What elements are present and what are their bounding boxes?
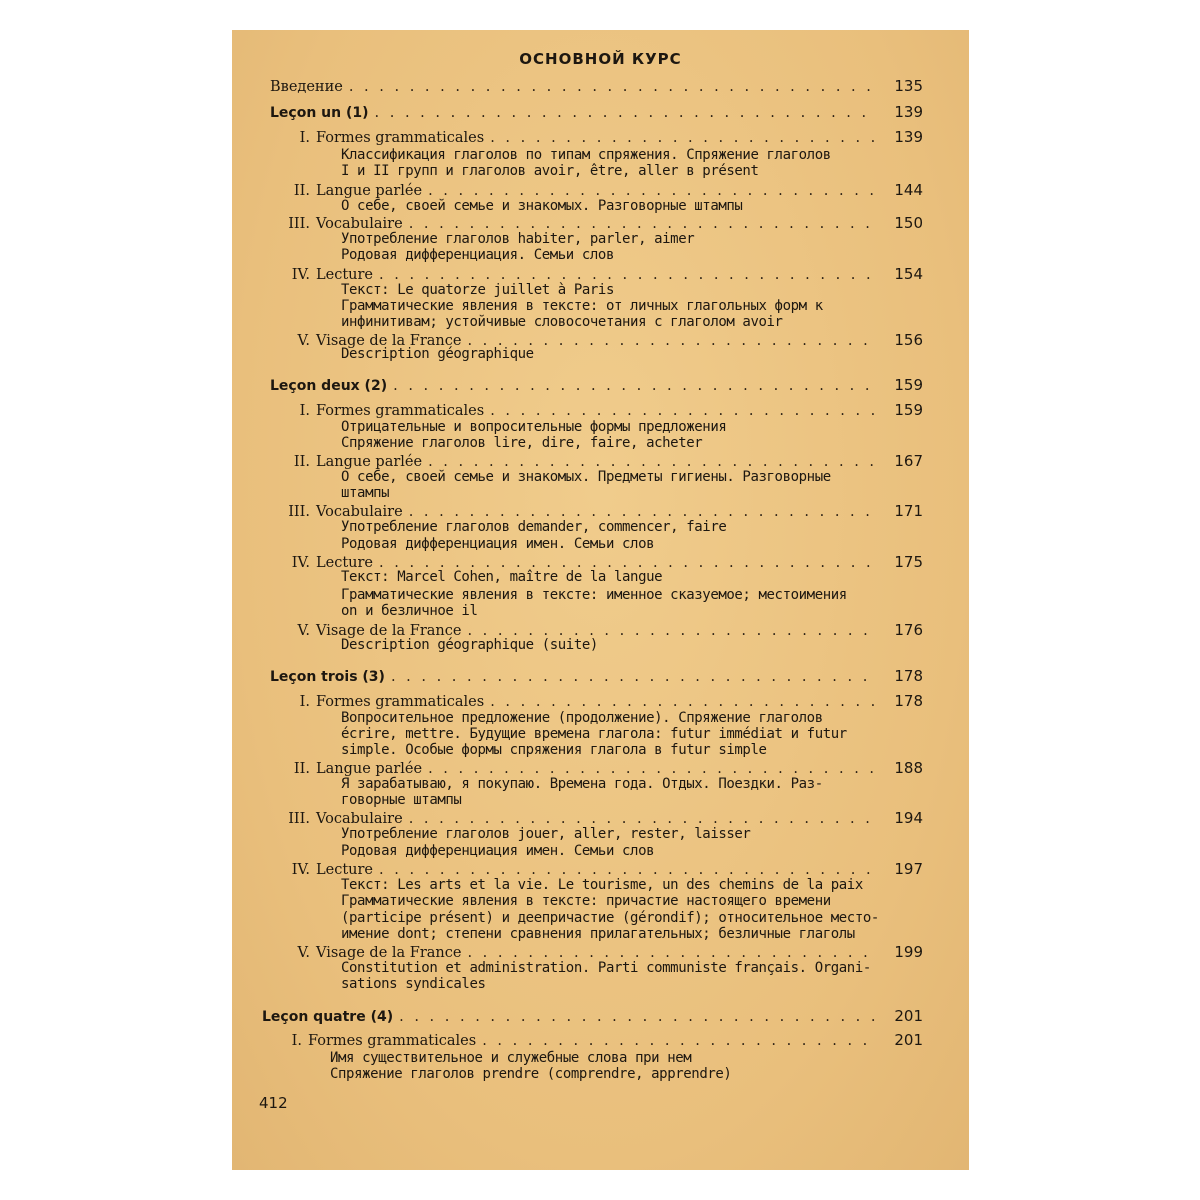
section-description: Вопросительное предложение (продолжение). Спряжение глаголов bbox=[341, 710, 823, 726]
leader-dots bbox=[375, 104, 875, 122]
page-ref: 176 bbox=[894, 621, 923, 639]
toc-lesson-3 bbox=[270, 667, 923, 685]
section-title: Langue parlée bbox=[316, 454, 423, 470]
section-description: говорные штампы bbox=[341, 792, 462, 808]
toc-section bbox=[270, 452, 923, 470]
section-description: Имя существительное и служебные слова при нем bbox=[330, 1050, 692, 1066]
section-title: Visage de la France bbox=[316, 623, 462, 639]
page-ref: 197 bbox=[894, 860, 923, 878]
section-description: Употребление глаголов demander, commencer, faire bbox=[341, 519, 727, 535]
section-description: О себе, своей семье и знакомых. Предметы гигиены. Разговорные bbox=[341, 469, 831, 485]
section-title: Vocabulaire bbox=[316, 216, 403, 232]
page-ref: 199 bbox=[894, 943, 923, 961]
section-description: Description géographique (suite) bbox=[341, 637, 598, 653]
leader-dots bbox=[393, 377, 875, 395]
section-number: V. bbox=[297, 623, 310, 639]
section-title: Visage de la France bbox=[316, 333, 462, 349]
leader-dots bbox=[490, 129, 875, 147]
section-description: on и безличное il bbox=[341, 603, 478, 619]
section-number: II. bbox=[293, 761, 310, 777]
toc-section bbox=[270, 265, 923, 283]
section-title: Lecture bbox=[316, 555, 374, 571]
page-ref: 194 bbox=[894, 809, 923, 827]
section-description: Грамматические явления в тексте: от личных глагольных форм к bbox=[341, 298, 823, 314]
toc-section bbox=[270, 809, 923, 827]
section-description: Constitution et administration. Parti communiste français. Organi- bbox=[341, 960, 871, 976]
section-description: (participe présent) и деепричастие (gérondif); относительное место- bbox=[341, 910, 879, 926]
section-title: Visage de la France bbox=[316, 945, 462, 961]
section-number: V. bbox=[297, 945, 310, 961]
toc-section bbox=[262, 1031, 923, 1049]
page-ref: 150 bbox=[894, 214, 923, 232]
lesson-title: Leçon deux (2) bbox=[270, 378, 388, 394]
section-description: штампы bbox=[341, 485, 390, 501]
toc-section bbox=[270, 943, 923, 961]
section-number: IV. bbox=[291, 862, 310, 878]
page-ref: 139 bbox=[894, 103, 923, 121]
section-description: имение dont; степени сравнения прилагательных; безличные глаголы bbox=[341, 926, 855, 942]
section-description: Грамматические явления в тексте: причастие настоящего времени bbox=[341, 893, 831, 909]
section-description: Description géographique bbox=[341, 346, 534, 362]
leader-dots bbox=[399, 1008, 875, 1026]
toc-lesson-2 bbox=[270, 376, 923, 394]
section-number: I. bbox=[299, 694, 310, 710]
toc-entry-intro bbox=[270, 77, 923, 95]
section-description: О себе, своей семье и знакомых. Разговорные штампы bbox=[341, 198, 743, 214]
section-title: Formes grammaticales bbox=[308, 1033, 477, 1049]
page-ref: 135 bbox=[894, 77, 923, 95]
section-number: IV. bbox=[291, 267, 310, 283]
section-description: Отрицательные и вопросительные формы предложения bbox=[341, 419, 727, 435]
page-ref: 139 bbox=[894, 128, 923, 146]
lesson-title: Leçon quatre (4) bbox=[262, 1009, 394, 1025]
section-description: инфинитивам; устойчивые словосочетания с глаголом avoir bbox=[341, 314, 783, 330]
section-title: Formes grammaticales bbox=[316, 403, 485, 419]
section-description: Родовая дифференциация. Семьи слов bbox=[341, 247, 614, 263]
leader-dots bbox=[490, 402, 875, 420]
toc-section bbox=[270, 502, 923, 520]
toc-section bbox=[270, 759, 923, 777]
page-ref: 178 bbox=[894, 692, 923, 710]
section-number: I. bbox=[291, 1033, 302, 1049]
page-ref: 167 bbox=[894, 452, 923, 470]
section-title: Langue parlée bbox=[316, 761, 423, 777]
section-description: Текст: Le quatorze juillet à Paris bbox=[341, 282, 614, 298]
section-number: III. bbox=[288, 216, 310, 232]
toc-lesson-4 bbox=[262, 1007, 923, 1025]
section-title: Vocabulaire bbox=[316, 811, 403, 827]
toc-lesson-1 bbox=[270, 103, 923, 121]
toc-section bbox=[270, 214, 923, 232]
section-title: Lecture bbox=[316, 862, 374, 878]
section-description: Родовая дифференциация имен. Семьи слов bbox=[341, 536, 655, 552]
section-description: Родовая дифференциация имен. Семьи слов bbox=[341, 843, 655, 859]
leader-dots bbox=[490, 693, 875, 711]
toc-section bbox=[270, 860, 923, 878]
toc-section bbox=[270, 401, 923, 419]
page-ref: 154 bbox=[894, 265, 923, 283]
section-description: simple. Особые формы спряжения глагола в futur simple bbox=[341, 742, 767, 758]
page-number: 412 bbox=[259, 1094, 288, 1112]
page-header: ОСНОВНОЙ КУРС bbox=[519, 50, 682, 68]
lesson-title: Leçon un (1) bbox=[270, 105, 369, 121]
lesson-title: Leçon trois (3) bbox=[270, 669, 385, 685]
section-description: Текст: Marcel Cohen, maître de la langue bbox=[341, 569, 663, 585]
toc-section bbox=[270, 128, 923, 146]
section-description: Употребление глаголов habiter, parler, aimer bbox=[341, 231, 695, 247]
section-description: Грамматические явления в тексте: именное сказуемое; местоимения bbox=[341, 587, 847, 603]
entry-title: Введение bbox=[270, 79, 343, 95]
section-number: II. bbox=[293, 454, 310, 470]
section-description: Спряжение глаголов lire, dire, faire, acheter bbox=[341, 435, 703, 451]
section-number: III. bbox=[288, 811, 310, 827]
section-title: Formes grammaticales bbox=[316, 130, 485, 146]
leader-dots bbox=[391, 668, 875, 686]
section-description: écrire, mettre. Будущие времена глагола: futur immédiat и futur bbox=[341, 726, 847, 742]
page-ref: 159 bbox=[894, 401, 923, 419]
toc-section bbox=[270, 181, 923, 199]
section-title: Vocabulaire bbox=[316, 504, 403, 520]
section-number: I. bbox=[299, 130, 310, 146]
page-ref: 144 bbox=[894, 181, 923, 199]
section-title: Formes grammaticales bbox=[316, 694, 485, 710]
page-ref: 156 bbox=[894, 331, 923, 349]
page-ref: 201 bbox=[894, 1007, 923, 1025]
section-description: Употребление глаголов jouer, aller, rester, laisser bbox=[341, 826, 751, 842]
toc-section bbox=[270, 692, 923, 710]
section-title: Lecture bbox=[316, 267, 374, 283]
page-ref: 175 bbox=[894, 553, 923, 571]
section-description: Спряжение глаголов prendre (comprendre, apprendre) bbox=[330, 1066, 732, 1082]
page-ref: 159 bbox=[894, 376, 923, 394]
section-description: Классификация глаголов по типам спряжения. Спряжение глаголов bbox=[341, 147, 831, 163]
section-description: sations syndicales bbox=[341, 976, 486, 992]
section-number: V. bbox=[297, 333, 310, 349]
page-ref: 171 bbox=[894, 502, 923, 520]
section-title: Langue parlée bbox=[316, 183, 423, 199]
page-ref: 178 bbox=[894, 667, 923, 685]
leader-dots bbox=[349, 78, 875, 96]
section-number: I. bbox=[299, 403, 310, 419]
section-description: Текст: Les arts et la vie. Le tourisme, un des chemins de la paix bbox=[341, 877, 863, 893]
book-page bbox=[232, 30, 969, 1170]
page-ref: 188 bbox=[894, 759, 923, 777]
section-description: I и II групп и глаголов avoir, être, aller в présent bbox=[341, 163, 759, 179]
section-number: III. bbox=[288, 504, 310, 520]
page-ref: 201 bbox=[894, 1031, 923, 1049]
section-number: IV. bbox=[291, 555, 310, 571]
section-number: II. bbox=[293, 183, 310, 199]
section-description: Я зарабатываю, я покупаю. Времена года. Отдых. Поездки. Раз- bbox=[341, 776, 823, 792]
leader-dots bbox=[482, 1032, 875, 1050]
